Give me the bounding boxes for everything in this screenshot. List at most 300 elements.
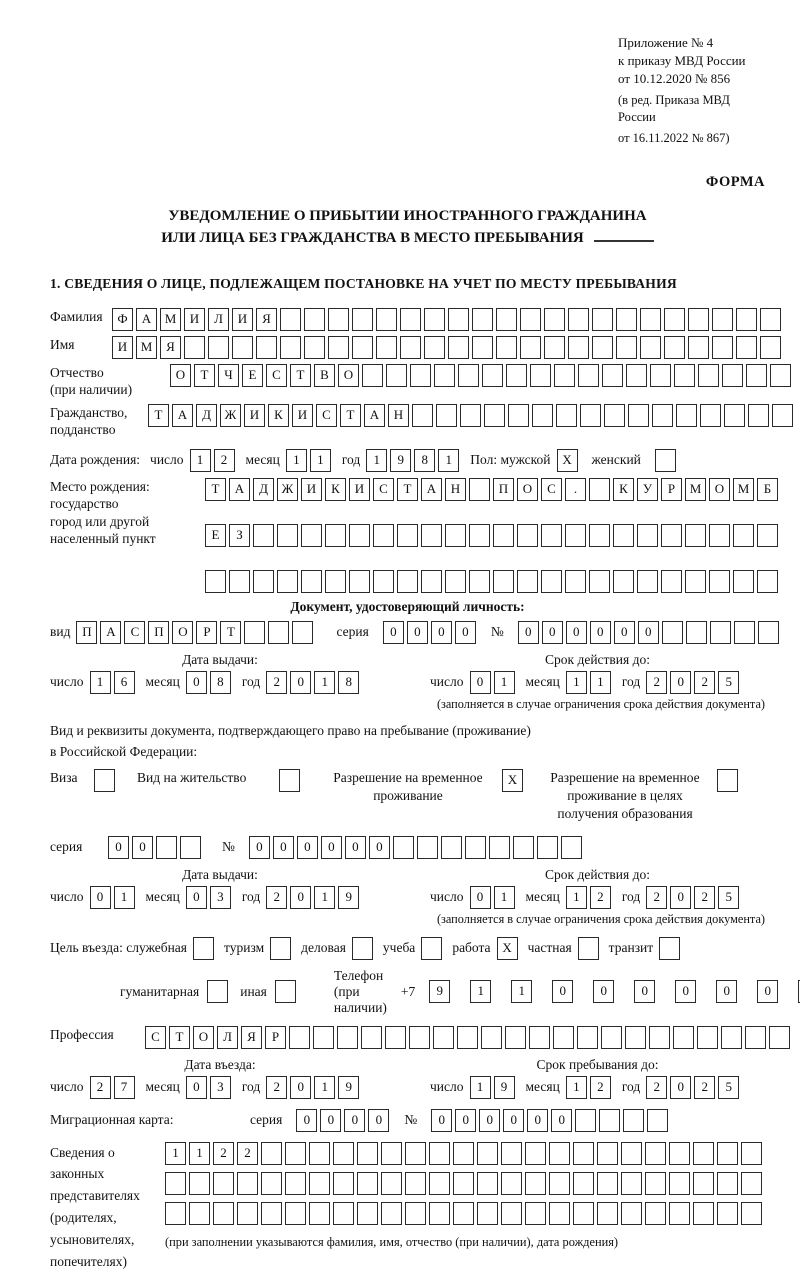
char-cell[interactable]: П (493, 478, 514, 501)
char-cell[interactable] (736, 336, 757, 359)
char-cell[interactable]: 1 (511, 980, 532, 1003)
char-cell[interactable] (477, 1202, 498, 1225)
char-cell[interactable] (669, 1202, 690, 1225)
char-cell[interactable]: 7 (114, 1076, 135, 1099)
char-cell[interactable] (357, 1142, 378, 1165)
char-cell[interactable] (544, 336, 565, 359)
char-cell[interactable]: 0 (527, 1109, 548, 1132)
char-cell[interactable]: Н (445, 478, 466, 501)
char-cell[interactable]: 3 (210, 1076, 231, 1099)
char-cell[interactable]: М (685, 478, 706, 501)
char-cell[interactable] (736, 308, 757, 331)
char-cell[interactable]: С (266, 364, 287, 387)
char-cell[interactable] (549, 1202, 570, 1225)
char-cell[interactable] (693, 1142, 714, 1165)
char-cell[interactable] (568, 336, 589, 359)
char-cell[interactable]: 5 (718, 671, 739, 694)
char-cell[interactable]: 0 (614, 621, 635, 644)
char-cell[interactable] (698, 364, 719, 387)
char-cell[interactable]: 0 (132, 836, 153, 859)
char-cell[interactable]: 0 (455, 621, 476, 644)
purpose-official-checkbox[interactable] (193, 937, 214, 960)
char-cell[interactable]: Т (205, 478, 226, 501)
char-cell[interactable]: О (193, 1026, 214, 1049)
char-cell[interactable]: К (613, 478, 634, 501)
char-cell[interactable] (597, 1142, 618, 1165)
char-cell[interactable] (722, 364, 743, 387)
char-cell[interactable] (757, 570, 778, 593)
char-cell[interactable]: 0 (383, 621, 404, 644)
char-cell[interactable] (357, 1172, 378, 1195)
char-cell[interactable] (397, 570, 418, 593)
char-cell[interactable] (592, 308, 613, 331)
char-cell[interactable] (458, 364, 479, 387)
char-cell[interactable] (237, 1172, 258, 1195)
char-cell[interactable]: 1 (314, 1076, 335, 1099)
char-cell[interactable] (397, 524, 418, 547)
char-cell[interactable]: 0 (470, 886, 491, 909)
char-cell[interactable] (741, 1142, 762, 1165)
char-cell[interactable] (261, 1142, 282, 1165)
char-cell[interactable] (520, 336, 541, 359)
char-cell[interactable] (501, 1142, 522, 1165)
char-cell[interactable] (268, 621, 289, 644)
purpose-tourism-checkbox[interactable] (270, 937, 291, 960)
char-cell[interactable] (529, 1026, 550, 1049)
char-cell[interactable]: З (229, 524, 250, 547)
char-cell[interactable]: 0 (431, 621, 452, 644)
char-cell[interactable]: 1 (566, 671, 587, 694)
char-cell[interactable] (448, 308, 469, 331)
char-cell[interactable] (352, 336, 373, 359)
char-cell[interactable] (429, 1202, 450, 1225)
option-temporary-residence[interactable]: Разрешение на временное проживание X (322, 769, 523, 805)
char-cell[interactable]: Н (388, 404, 409, 427)
char-cell[interactable]: Р (265, 1026, 286, 1049)
char-cell[interactable]: 9 (429, 980, 450, 1003)
char-cell[interactable]: И (292, 404, 313, 427)
char-cell[interactable] (304, 308, 325, 331)
char-cell[interactable]: С (316, 404, 337, 427)
char-cell[interactable]: Т (290, 364, 311, 387)
char-cell[interactable] (409, 1026, 430, 1049)
char-cell[interactable]: 0 (479, 1109, 500, 1132)
char-cell[interactable]: 0 (90, 886, 111, 909)
char-cell[interactable] (229, 570, 250, 593)
char-cell[interactable]: Е (242, 364, 263, 387)
char-cell[interactable]: 8 (210, 671, 231, 694)
char-cell[interactable] (325, 570, 346, 593)
char-cell[interactable]: М (733, 478, 754, 501)
char-cell[interactable]: 2 (694, 671, 715, 694)
char-cell[interactable]: Ч (218, 364, 239, 387)
char-cell[interactable] (301, 570, 322, 593)
char-cell[interactable] (362, 364, 383, 387)
char-cell[interactable]: 0 (321, 836, 342, 859)
char-cell[interactable] (477, 1142, 498, 1165)
char-cell[interactable] (549, 1172, 570, 1195)
char-cell[interactable]: А (421, 478, 442, 501)
char-cell[interactable] (625, 1026, 646, 1049)
char-cell[interactable] (520, 308, 541, 331)
char-cell[interactable] (253, 570, 274, 593)
char-cell[interactable] (549, 1142, 570, 1165)
char-cell[interactable]: 0 (503, 1109, 524, 1132)
option-temporary-residence-education[interactable]: Разрешение на временное проживание в целях получения образования (541, 769, 738, 824)
char-cell[interactable] (537, 836, 558, 859)
char-cell[interactable]: 1 (494, 886, 515, 909)
char-cell[interactable] (333, 1172, 354, 1195)
char-cell[interactable] (405, 1142, 426, 1165)
char-cell[interactable] (496, 308, 517, 331)
char-cell[interactable]: . (565, 478, 586, 501)
char-cell[interactable]: 1 (470, 980, 491, 1003)
char-cell[interactable] (469, 570, 490, 593)
char-cell[interactable]: И (349, 478, 370, 501)
char-cell[interactable]: К (325, 478, 346, 501)
char-cell[interactable] (421, 570, 442, 593)
char-cell[interactable] (381, 1142, 402, 1165)
char-cell[interactable]: 5 (718, 1076, 739, 1099)
char-cell[interactable]: 0 (590, 621, 611, 644)
char-cell[interactable] (650, 364, 671, 387)
char-cell[interactable]: 1 (165, 1142, 186, 1165)
char-cell[interactable] (525, 1172, 546, 1195)
char-cell[interactable] (429, 1172, 450, 1195)
char-cell[interactable] (693, 1172, 714, 1195)
char-cell[interactable] (180, 836, 201, 859)
char-cell[interactable] (189, 1172, 210, 1195)
char-cell[interactable]: Т (397, 478, 418, 501)
char-cell[interactable] (530, 364, 551, 387)
char-cell[interactable]: 9 (390, 449, 411, 472)
char-cell[interactable] (405, 1172, 426, 1195)
char-cell[interactable] (405, 1202, 426, 1225)
char-cell[interactable]: 0 (542, 621, 563, 644)
char-cell[interactable] (400, 308, 421, 331)
char-cell[interactable]: 0 (368, 1109, 389, 1132)
char-cell[interactable]: 6 (114, 671, 135, 694)
char-cell[interactable] (602, 364, 623, 387)
char-cell[interactable] (710, 621, 731, 644)
char-cell[interactable] (261, 1202, 282, 1225)
char-cell[interactable] (441, 836, 462, 859)
char-cell[interactable] (748, 404, 769, 427)
option-visa[interactable]: Виза (50, 769, 115, 792)
char-cell[interactable] (661, 524, 682, 547)
char-cell[interactable] (613, 570, 634, 593)
char-cell[interactable] (436, 404, 457, 427)
char-cell[interactable] (421, 524, 442, 547)
char-cell[interactable] (697, 1026, 718, 1049)
char-cell[interactable] (292, 621, 313, 644)
char-cell[interactable] (669, 1142, 690, 1165)
purpose-transit-checkbox[interactable] (659, 937, 680, 960)
char-cell[interactable]: Т (340, 404, 361, 427)
char-cell[interactable] (285, 1202, 306, 1225)
visa-checkbox[interactable] (94, 769, 115, 792)
option-residence-permit[interactable]: Вид на жительство (137, 769, 300, 792)
char-cell[interactable]: 0 (297, 836, 318, 859)
char-cell[interactable] (664, 308, 685, 331)
char-cell[interactable] (544, 308, 565, 331)
char-cell[interactable] (445, 524, 466, 547)
char-cell[interactable] (741, 1172, 762, 1195)
char-cell[interactable]: 1 (314, 886, 335, 909)
char-cell[interactable] (381, 1202, 402, 1225)
char-cell[interactable]: И (232, 308, 253, 331)
char-cell[interactable] (376, 308, 397, 331)
char-cell[interactable] (453, 1142, 474, 1165)
char-cell[interactable] (561, 836, 582, 859)
char-cell[interactable]: 1 (286, 449, 307, 472)
char-cell[interactable] (770, 364, 791, 387)
char-cell[interactable] (386, 364, 407, 387)
char-cell[interactable] (685, 524, 706, 547)
char-cell[interactable] (601, 1026, 622, 1049)
char-cell[interactable] (309, 1202, 330, 1225)
char-cell[interactable] (597, 1172, 618, 1195)
char-cell[interactable]: Ф (112, 308, 133, 331)
temporary-residence-checkbox[interactable]: X (502, 769, 523, 792)
char-cell[interactable]: Т (169, 1026, 190, 1049)
char-cell[interactable] (647, 1109, 668, 1132)
char-cell[interactable]: 2 (214, 449, 235, 472)
char-cell[interactable] (525, 1202, 546, 1225)
char-cell[interactable] (189, 1202, 210, 1225)
char-cell[interactable] (673, 1026, 694, 1049)
char-cell[interactable] (712, 336, 733, 359)
char-cell[interactable] (637, 570, 658, 593)
char-cell[interactable]: 1 (314, 671, 335, 694)
char-cell[interactable]: 0 (670, 671, 691, 694)
char-cell[interactable] (434, 364, 455, 387)
char-cell[interactable] (352, 308, 373, 331)
char-cell[interactable] (460, 404, 481, 427)
char-cell[interactable]: 0 (431, 1109, 452, 1132)
purpose-business-checkbox[interactable] (352, 937, 373, 960)
purpose-other-checkbox[interactable] (275, 980, 296, 1003)
sex-female-checkbox[interactable] (655, 449, 676, 472)
char-cell[interactable]: С (124, 621, 145, 644)
char-cell[interactable]: Л (217, 1026, 238, 1049)
char-cell[interactable] (184, 336, 205, 359)
char-cell[interactable] (746, 364, 767, 387)
char-cell[interactable] (469, 478, 490, 501)
char-cell[interactable] (208, 336, 229, 359)
char-cell[interactable] (724, 404, 745, 427)
char-cell[interactable]: Е (205, 524, 226, 547)
char-cell[interactable]: 1 (438, 449, 459, 472)
char-cell[interactable] (489, 836, 510, 859)
char-cell[interactable] (541, 524, 562, 547)
char-cell[interactable]: Р (661, 478, 682, 501)
char-cell[interactable] (285, 1172, 306, 1195)
char-cell[interactable] (652, 404, 673, 427)
char-cell[interactable]: 9 (338, 1076, 359, 1099)
char-cell[interactable] (565, 524, 586, 547)
char-cell[interactable] (349, 570, 370, 593)
char-cell[interactable] (376, 336, 397, 359)
char-cell[interactable] (553, 1026, 574, 1049)
purpose-study-checkbox[interactable] (421, 937, 442, 960)
char-cell[interactable] (717, 1142, 738, 1165)
char-cell[interactable]: 2 (646, 671, 667, 694)
char-cell[interactable] (589, 478, 610, 501)
purpose-private-checkbox[interactable] (578, 937, 599, 960)
char-cell[interactable]: 2 (213, 1142, 234, 1165)
char-cell[interactable] (373, 524, 394, 547)
char-cell[interactable] (645, 1202, 666, 1225)
char-cell[interactable] (621, 1202, 642, 1225)
char-cell[interactable]: Я (241, 1026, 262, 1049)
char-cell[interactable] (393, 836, 414, 859)
temporary-residence-education-checkbox[interactable] (717, 769, 738, 792)
char-cell[interactable] (501, 1172, 522, 1195)
purpose-humanitarian-checkbox[interactable] (207, 980, 228, 1003)
char-cell[interactable] (693, 1202, 714, 1225)
char-cell[interactable]: 1 (190, 449, 211, 472)
char-cell[interactable] (244, 621, 265, 644)
char-cell[interactable] (733, 570, 754, 593)
char-cell[interactable] (277, 570, 298, 593)
char-cell[interactable]: С (541, 478, 562, 501)
char-cell[interactable]: 1 (189, 1142, 210, 1165)
char-cell[interactable] (554, 364, 575, 387)
char-cell[interactable] (757, 524, 778, 547)
char-cell[interactable] (616, 308, 637, 331)
char-cell[interactable]: А (172, 404, 193, 427)
char-cell[interactable]: 0 (757, 980, 778, 1003)
char-cell[interactable]: М (136, 336, 157, 359)
char-cell[interactable] (565, 570, 586, 593)
char-cell[interactable] (734, 621, 755, 644)
char-cell[interactable]: Я (256, 308, 277, 331)
char-cell[interactable] (688, 308, 709, 331)
char-cell[interactable] (213, 1202, 234, 1225)
char-cell[interactable] (661, 570, 682, 593)
char-cell[interactable] (496, 336, 517, 359)
char-cell[interactable] (448, 336, 469, 359)
char-cell[interactable] (597, 1202, 618, 1225)
char-cell[interactable] (453, 1172, 474, 1195)
char-cell[interactable] (686, 621, 707, 644)
char-cell[interactable]: А (229, 478, 250, 501)
char-cell[interactable]: 2 (590, 886, 611, 909)
char-cell[interactable] (662, 621, 683, 644)
char-cell[interactable]: 1 (566, 886, 587, 909)
char-cell[interactable]: И (301, 478, 322, 501)
char-cell[interactable] (709, 524, 730, 547)
char-cell[interactable]: 1 (310, 449, 331, 472)
char-cell[interactable] (621, 1172, 642, 1195)
char-cell[interactable]: О (170, 364, 191, 387)
char-cell[interactable] (573, 1202, 594, 1225)
char-cell[interactable] (556, 404, 577, 427)
char-cell[interactable]: 0 (186, 671, 207, 694)
char-cell[interactable] (349, 524, 370, 547)
char-cell[interactable]: С (145, 1026, 166, 1049)
char-cell[interactable]: 2 (694, 1076, 715, 1099)
char-cell[interactable] (493, 570, 514, 593)
char-cell[interactable] (505, 1026, 526, 1049)
char-cell[interactable] (261, 1172, 282, 1195)
char-cell[interactable] (410, 364, 431, 387)
char-cell[interactable]: 0 (518, 621, 539, 644)
char-cell[interactable] (717, 1202, 738, 1225)
char-cell[interactable]: Т (220, 621, 241, 644)
char-cell[interactable] (664, 336, 685, 359)
char-cell[interactable] (589, 570, 610, 593)
char-cell[interactable]: 1 (470, 1076, 491, 1099)
char-cell[interactable]: Т (148, 404, 169, 427)
char-cell[interactable]: 1 (590, 671, 611, 694)
char-cell[interactable] (717, 1172, 738, 1195)
char-cell[interactable]: 0 (552, 980, 573, 1003)
char-cell[interactable] (745, 1026, 766, 1049)
char-cell[interactable] (313, 1026, 334, 1049)
char-cell[interactable] (573, 1142, 594, 1165)
char-cell[interactable] (674, 364, 695, 387)
char-cell[interactable] (325, 524, 346, 547)
char-cell[interactable]: 2 (266, 671, 287, 694)
char-cell[interactable]: В (314, 364, 335, 387)
char-cell[interactable] (541, 570, 562, 593)
char-cell[interactable] (669, 1172, 690, 1195)
char-cell[interactable]: 1 (90, 671, 111, 694)
char-cell[interactable]: 0 (186, 1076, 207, 1099)
char-cell[interactable] (424, 336, 445, 359)
char-cell[interactable]: О (709, 478, 730, 501)
char-cell[interactable]: О (172, 621, 193, 644)
char-cell[interactable]: К (268, 404, 289, 427)
char-cell[interactable]: А (100, 621, 121, 644)
char-cell[interactable] (623, 1109, 644, 1132)
char-cell[interactable]: 1 (366, 449, 387, 472)
char-cell[interactable]: 0 (108, 836, 129, 859)
char-cell[interactable] (412, 404, 433, 427)
char-cell[interactable] (333, 1142, 354, 1165)
char-cell[interactable] (285, 1142, 306, 1165)
char-cell[interactable] (772, 404, 793, 427)
char-cell[interactable]: Л (208, 308, 229, 331)
char-cell[interactable] (232, 336, 253, 359)
char-cell[interactable] (309, 1142, 330, 1165)
char-cell[interactable]: 0 (320, 1109, 341, 1132)
residence-permit-checkbox[interactable] (279, 769, 300, 792)
char-cell[interactable]: А (364, 404, 385, 427)
char-cell[interactable] (525, 1142, 546, 1165)
char-cell[interactable]: 0 (290, 886, 311, 909)
char-cell[interactable] (328, 308, 349, 331)
char-cell[interactable] (433, 1026, 454, 1049)
char-cell[interactable] (289, 1026, 310, 1049)
sex-male-checkbox[interactable]: X (557, 449, 578, 472)
char-cell[interactable]: 0 (273, 836, 294, 859)
char-cell[interactable] (604, 404, 625, 427)
char-cell[interactable] (640, 336, 661, 359)
char-cell[interactable] (457, 1026, 478, 1049)
char-cell[interactable] (373, 570, 394, 593)
char-cell[interactable]: 9 (338, 886, 359, 909)
char-cell[interactable] (381, 1172, 402, 1195)
char-cell[interactable] (333, 1202, 354, 1225)
char-cell[interactable] (484, 404, 505, 427)
char-cell[interactable] (445, 570, 466, 593)
char-cell[interactable] (429, 1142, 450, 1165)
char-cell[interactable] (721, 1026, 742, 1049)
char-cell[interactable]: Р (196, 621, 217, 644)
